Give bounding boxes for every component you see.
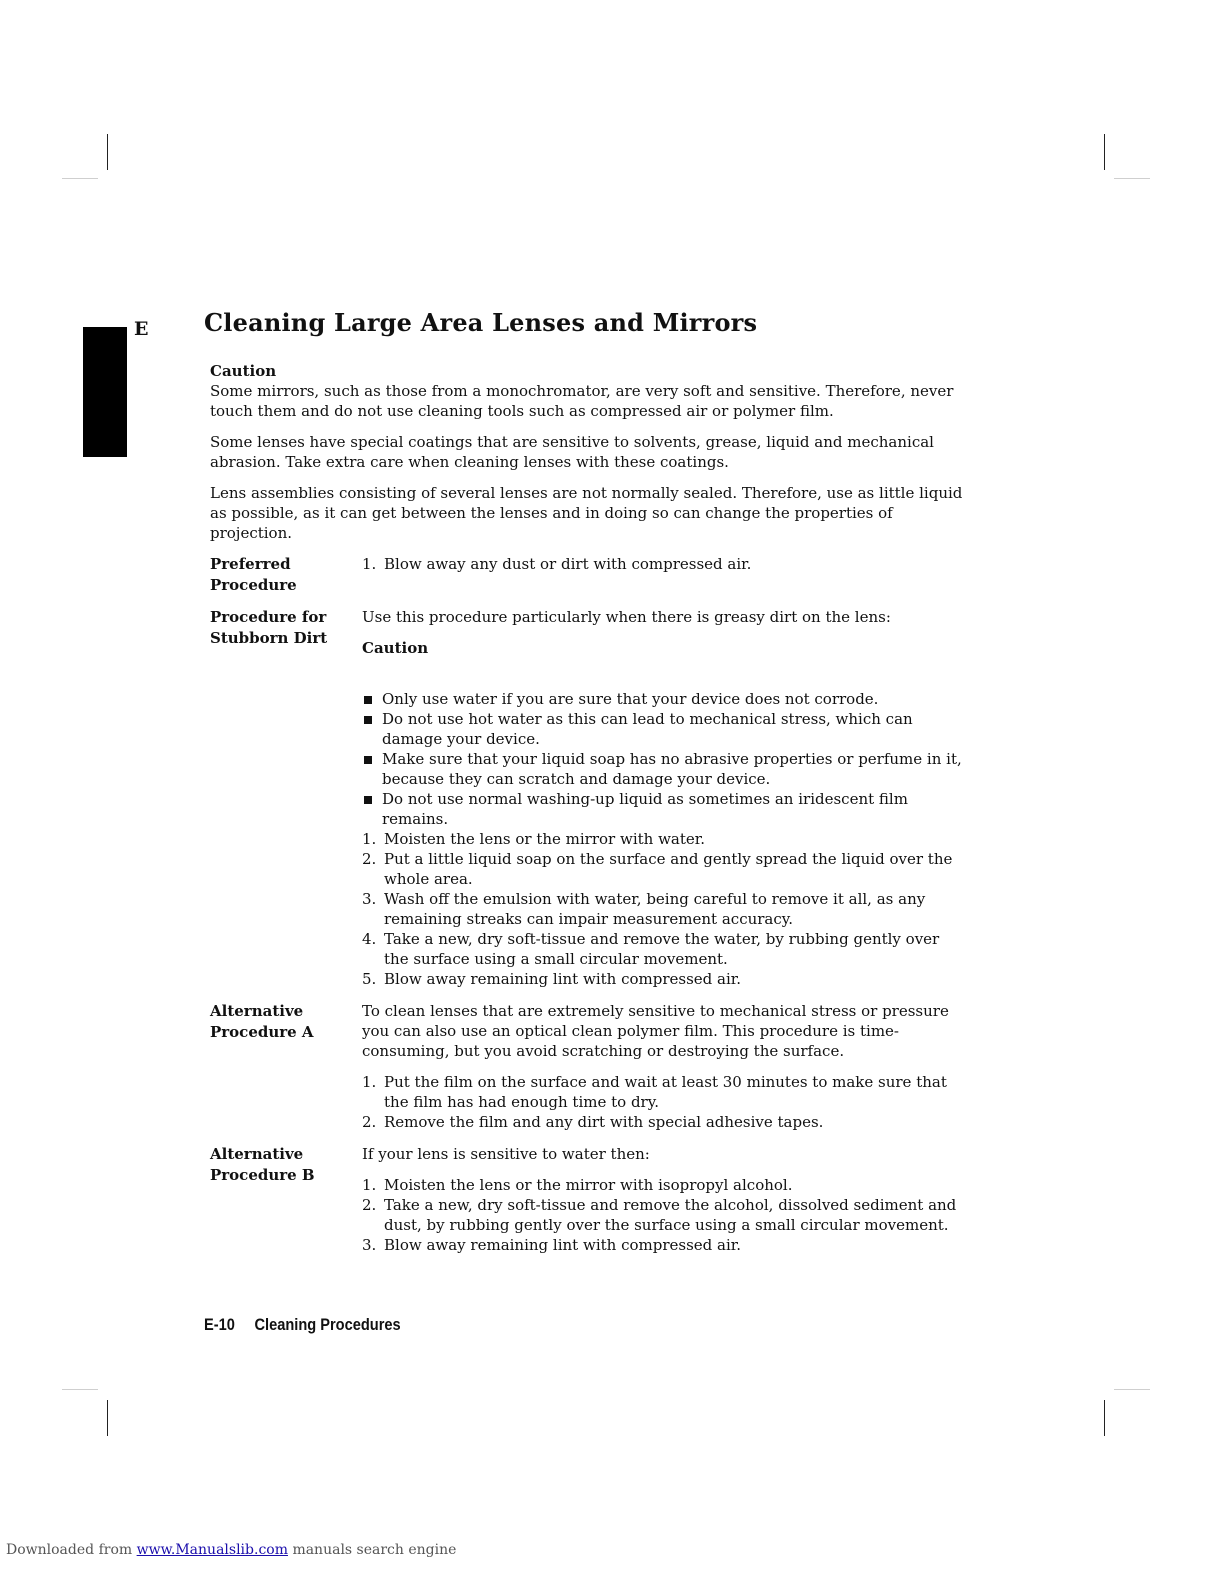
section-intro: Use this procedure particularly when there is greasy dirt on the lens: [362, 608, 891, 626]
list-item: 1. Moisten the lens or the mirror with isopropyl alcohol. [362, 1176, 793, 1194]
caution-label: Caution [210, 362, 277, 380]
download-prefix: Downloaded from [6, 1542, 133, 1558]
crop-mark [1114, 178, 1150, 179]
list-item: Make sure that your liquid soap has no abrasive properties or perfume in it, because they can scratch and damage your device. [362, 749, 962, 789]
list-item: 2. Remove the film and any dirt with special adhesive tapes. [362, 1113, 824, 1131]
section-intro: If your lens is sensitive to water then: [362, 1145, 650, 1163]
section-intro: To clean lenses that are extremely sensitive to mechanical stress or pressure you can also use an optical clean polymer film. This procedure is time-consuming, but you avoid scratching or destroying the surface. [362, 1002, 949, 1060]
footer-section-title: Cleaning Procedures [254, 1315, 401, 1334]
bullet-square-icon [364, 696, 372, 704]
list-item: Do not use normal washing-up liquid as sometimes an iridescent film remains. [362, 789, 962, 829]
caution-bullets [362, 689, 962, 829]
list-item: 2. Take a new, dry soft-tissue and remove the alcohol, dissolved sediment and dust, by rubbing gently over the surface using a small circular movement. [362, 1196, 957, 1234]
crop-mark [62, 1389, 98, 1390]
download-suffix: manuals search engine [292, 1542, 457, 1558]
crop-mark [1114, 1389, 1150, 1390]
steps-list [362, 1175, 962, 1255]
steps-list [362, 554, 962, 574]
crop-mark [1104, 134, 1105, 170]
list-item: Do not use hot water as this can lead to mechanical stress, which can damage your device. [362, 709, 962, 749]
list-item: 2. Put a little liquid soap on the surface and gently spread the liquid over the whole area. [362, 850, 953, 888]
download-notice [6, 1542, 456, 1558]
chapter-tab [83, 327, 127, 457]
intro-paragraph: Lens assemblies consisting of several lenses are not normally sealed. Therefore, use as little liquid as possible, as it can get between the lenses and in doing so can change the properties of projection. [210, 484, 963, 542]
list-item: 5. Blow away remaining lint with compressed air. [362, 970, 742, 988]
manualslib-link[interactable]: www.Manualslib.com [136, 1542, 288, 1558]
page-title: Cleaning Large Area Lenses and Mirrors [204, 308, 758, 337]
list-item: 1. Put the film on the surface and wait at least 30 minutes to make sure that the film has had enough time to dry. [362, 1073, 947, 1111]
list-item: 1. Blow away any dust or dirt with compressed air. [362, 555, 752, 573]
bullet-square-icon [364, 756, 372, 764]
intro-caution [210, 361, 970, 421]
section-label: Procedure for Stubborn Dirt [210, 608, 328, 647]
page-number: E-10 [204, 1315, 235, 1334]
section-stubborn [210, 607, 970, 989]
list-item: 3. Wash off the emulsion with water, being careful to remove it all, as any remaining streaks can impair measurement accuracy. [362, 890, 926, 928]
steps-list [362, 1072, 962, 1132]
section-preferred [210, 554, 970, 595]
section-label: Alternative Procedure A [210, 1002, 314, 1041]
crop-mark [1104, 1400, 1105, 1436]
chapter-letter: E [134, 318, 149, 340]
steps-list [362, 829, 962, 989]
list-item: 4. Take a new, dry soft-tissue and remove the water, by rubbing gently over the surface using a small circular movement. [362, 930, 940, 968]
section-alternative-b [210, 1144, 970, 1255]
bullet-square-icon [364, 796, 372, 804]
intro-paragraph: Some lenses have special coatings that are sensitive to solvents, grease, liquid and mechanical abrasion. Take extra care when cleaning lenses with these coatings. [210, 433, 934, 471]
caution-label: Caution [362, 639, 429, 657]
section-label: Alternative Procedure B [210, 1145, 315, 1184]
document-body [210, 361, 970, 1267]
section-alternative-a [210, 1001, 970, 1132]
crop-mark [107, 134, 108, 170]
section-label: Preferred Procedure [210, 555, 297, 594]
crop-mark [62, 178, 98, 179]
bullet-square-icon [364, 716, 372, 724]
list-item: Only use water if you are sure that your device does not corrode. [362, 689, 962, 709]
list-item: 3. Blow away remaining lint with compressed air. [362, 1236, 742, 1254]
list-item: 1. Moisten the lens or the mirror with water. [362, 830, 706, 848]
page-footer [204, 1315, 401, 1335]
crop-mark [107, 1400, 108, 1436]
caution-text: Some mirrors, such as those from a monochromator, are very soft and sensitive. Therefore, never touch them and do not use cleaning tools such as compressed air or polymer film. [210, 382, 954, 420]
